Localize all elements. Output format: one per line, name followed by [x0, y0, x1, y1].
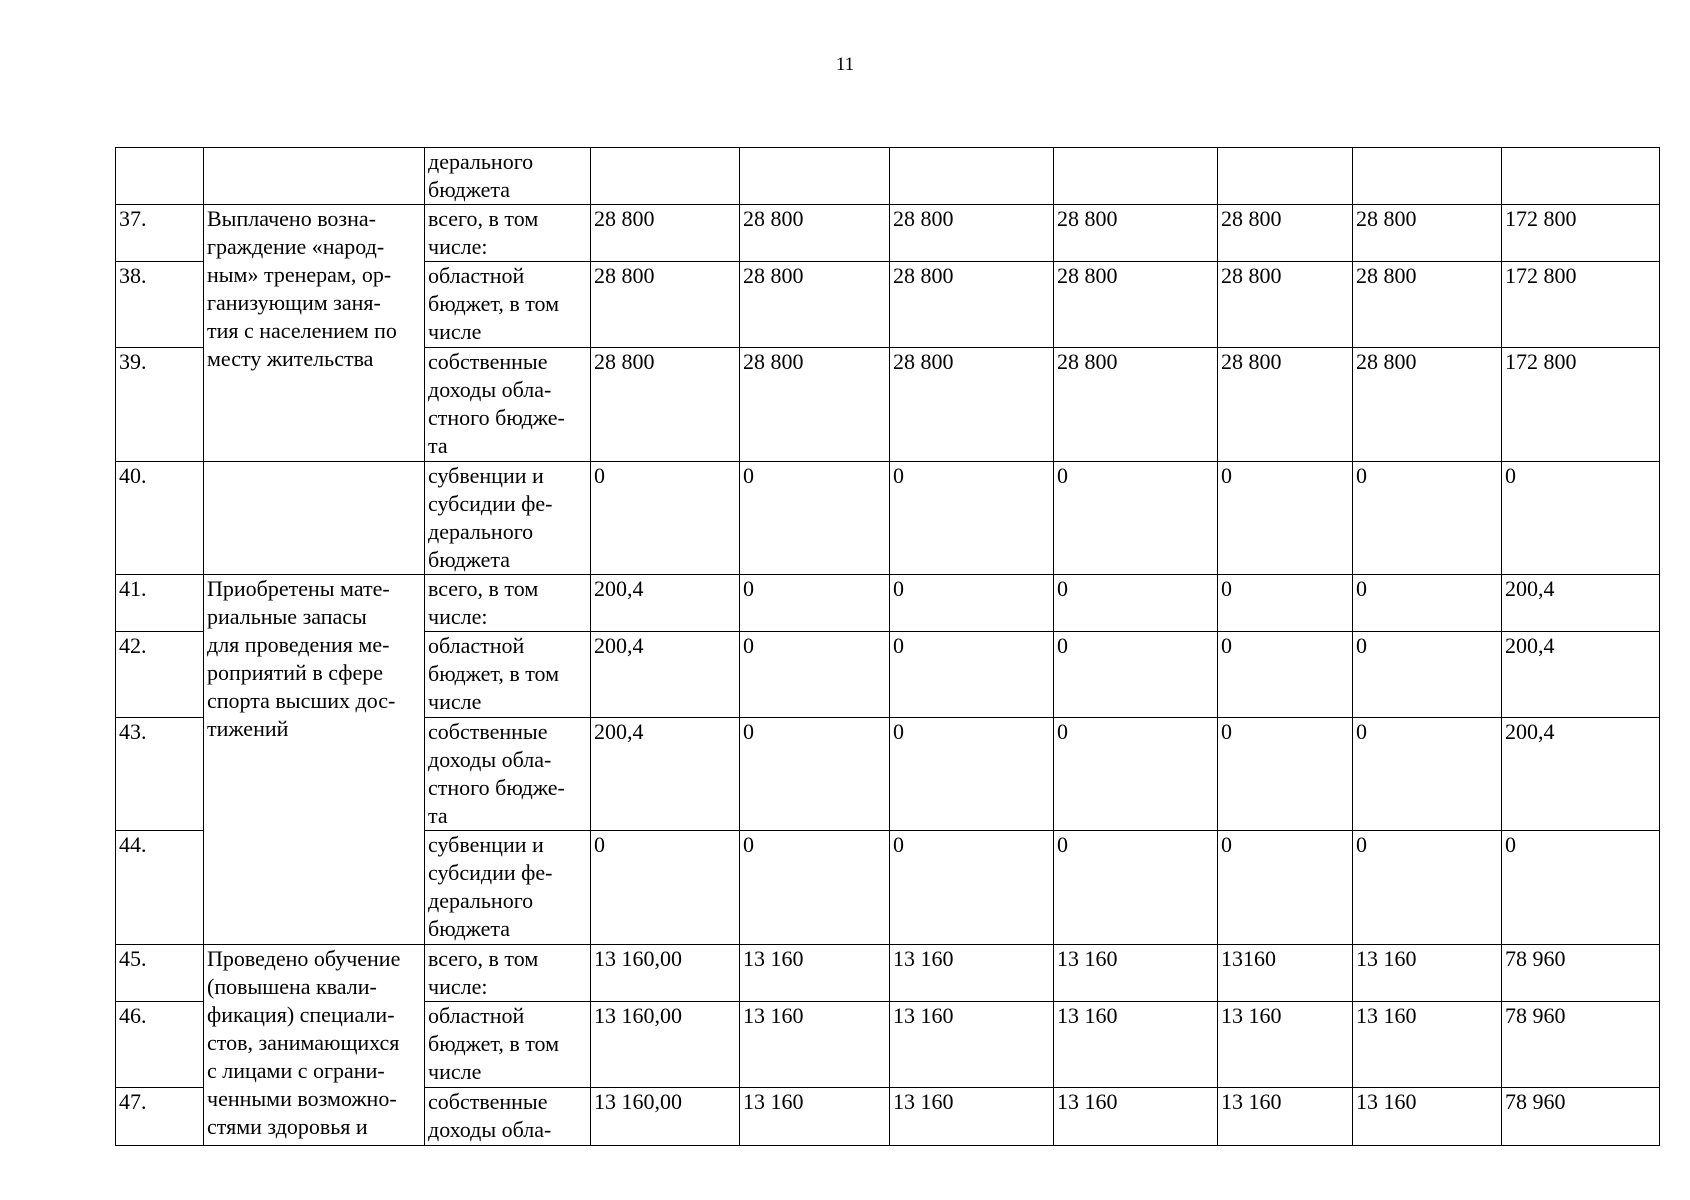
- value-cell: 0: [890, 575, 1054, 632]
- budget-table: [115, 147, 1660, 1146]
- value-cell: 0: [591, 831, 740, 945]
- value-cell: 28 800: [1353, 348, 1502, 462]
- value-cell: 28 800: [591, 205, 740, 262]
- value-cell: 0: [740, 831, 890, 945]
- table-row: [116, 462, 1660, 575]
- funding-source-cell: собственные доходы обла- стного бюдже- та: [425, 348, 591, 462]
- table-row: [116, 945, 1660, 1002]
- value-cell: 28 800: [740, 348, 890, 462]
- funding-source-cell: собственные доходы обла-: [425, 1088, 591, 1146]
- row-number-cell: 43.: [116, 718, 204, 831]
- value-cell: 28 800: [1218, 262, 1353, 348]
- funding-source-cell: субвенции и субсидии фе- дерального бюджета: [425, 831, 591, 945]
- row-number-cell: 39.: [116, 348, 204, 462]
- description-cell: [204, 462, 425, 575]
- funding-source-cell: всего, в том числе:: [425, 575, 591, 632]
- row-number-cell: 47.: [116, 1088, 204, 1146]
- funding-source-cell: всего, в том числе:: [425, 205, 591, 262]
- value-cell: 0: [1054, 632, 1218, 718]
- funding-source-cell: дерального бюджета: [425, 148, 591, 205]
- total-cell: 78 960: [1502, 945, 1660, 1002]
- total-cell: 0: [1502, 831, 1660, 945]
- value-cell: 28 800: [1218, 205, 1353, 262]
- value-cell: 13 160,00: [591, 1002, 740, 1088]
- value-cell: 28 800: [890, 262, 1054, 348]
- value-cell: 200,4: [591, 632, 740, 718]
- description-cell: [204, 148, 425, 205]
- value-cell: 28 800: [740, 262, 890, 348]
- value-cell: 13 160: [740, 945, 890, 1002]
- value-cell: 0: [1054, 718, 1218, 831]
- value-cell: 28 800: [1353, 262, 1502, 348]
- value-cell: 28 800: [1218, 348, 1353, 462]
- value-cell: 28 800: [890, 205, 1054, 262]
- value-cell: 0: [740, 575, 890, 632]
- funding-source-cell: областной бюджет, в том числе: [425, 632, 591, 718]
- value-cell: 13 160: [1218, 1088, 1353, 1146]
- total-cell: 172 800: [1502, 205, 1660, 262]
- value-cell: 13 160: [1054, 1002, 1218, 1088]
- value-cell: 0: [890, 718, 1054, 831]
- value-cell: 0: [740, 632, 890, 718]
- value-cell: 28 800: [1353, 205, 1502, 262]
- total-cell: 200,4: [1502, 632, 1660, 718]
- description-cell: Приобретены мате- риальные запасы для проведения ме- роприятий в сфере спорта высших дос- тижений: [204, 575, 425, 945]
- value-cell: 13 160: [890, 1002, 1054, 1088]
- row-number-cell: 45.: [116, 945, 204, 1002]
- funding-source-cell: областной бюджет, в том числе: [425, 1002, 591, 1088]
- value-cell: 28 800: [591, 348, 740, 462]
- page-number: 11: [835, 54, 855, 75]
- total-cell: 78 960: [1502, 1088, 1660, 1146]
- value-cell: 13 160: [1054, 945, 1218, 1002]
- value-cell: 0: [1054, 575, 1218, 632]
- value-cell: 13 160,00: [591, 1088, 740, 1146]
- value-cell: 13 160: [1353, 1088, 1502, 1146]
- value-cell: 0: [1353, 575, 1502, 632]
- value-cell: 0: [1218, 718, 1353, 831]
- table-row: [116, 575, 1660, 632]
- value-cell: 28 800: [1054, 205, 1218, 262]
- value-cell: 0: [740, 718, 890, 831]
- row-number-cell: 40.: [116, 462, 204, 575]
- table-row: [116, 205, 1660, 262]
- table-row: [116, 148, 1660, 205]
- value-cell: 0: [1218, 575, 1353, 632]
- funding-source-cell: всего, в том числе:: [425, 945, 591, 1002]
- value-cell: 13160: [1218, 945, 1353, 1002]
- value-cell: 13 160: [1218, 1002, 1353, 1088]
- row-number-cell: 41.: [116, 575, 204, 632]
- row-number-cell: 46.: [116, 1002, 204, 1088]
- value-cell: 0: [1353, 831, 1502, 945]
- value-cell: 28 800: [1054, 348, 1218, 462]
- value-cell: 28 800: [591, 262, 740, 348]
- value-cell: 13 160,00: [591, 945, 740, 1002]
- value-cell: 0: [1218, 831, 1353, 945]
- value-cell: 28 800: [890, 348, 1054, 462]
- value-cell: 13 160: [1353, 945, 1502, 1002]
- value-cell: 0: [890, 462, 1054, 575]
- value-cell: 28 800: [1054, 262, 1218, 348]
- description-cell: Проведено обучение (повышена квали- фикация) специали- стов, занимающихся с лицами с ограни- ченными возможно- стями здоровья и: [204, 945, 425, 1146]
- value-cell: 13 160: [740, 1088, 890, 1146]
- value-cell: 13 160: [1353, 1002, 1502, 1088]
- value-cell: 0: [740, 462, 890, 575]
- total-cell: 172 800: [1502, 348, 1660, 462]
- total-cell: 172 800: [1502, 262, 1660, 348]
- value-cell: 0: [1218, 632, 1353, 718]
- funding-source-cell: субвенции и субсидии фе- дерального бюджета: [425, 462, 591, 575]
- row-number-cell: 38.: [116, 262, 204, 348]
- value-cell: 0: [1353, 462, 1502, 575]
- row-number-cell: [116, 148, 204, 205]
- value-cell: 0: [1353, 632, 1502, 718]
- value-cell: 0: [591, 462, 740, 575]
- total-cell: 200,4: [1502, 718, 1660, 831]
- value-cell: 200,4: [591, 575, 740, 632]
- value-cell: 0: [890, 632, 1054, 718]
- funding-source-cell: областной бюджет, в том числе: [425, 262, 591, 348]
- value-cell: 13 160: [890, 1088, 1054, 1146]
- value-cell: 28 800: [740, 205, 890, 262]
- funding-source-cell: собственные доходы обла- стного бюдже- та: [425, 718, 591, 831]
- value-cell: 13 160: [740, 1002, 890, 1088]
- description-cell: Выплачено возна- граждение «народ- ным» тренерам, ор- ганизующим заня- тия с населением по месту жительства: [204, 205, 425, 462]
- value-cell: 13 160: [890, 945, 1054, 1002]
- total-cell: 78 960: [1502, 1002, 1660, 1088]
- total-cell: 0: [1502, 462, 1660, 575]
- row-number-cell: 44.: [116, 831, 204, 945]
- row-number-cell: 37.: [116, 205, 204, 262]
- total-cell: 200,4: [1502, 575, 1660, 632]
- value-cell: 0: [1353, 718, 1502, 831]
- value-cell: 0: [1218, 462, 1353, 575]
- value-cell: 0: [890, 831, 1054, 945]
- value-cell: 0: [1054, 462, 1218, 575]
- row-number-cell: 42.: [116, 632, 204, 718]
- value-cell: 0: [1054, 831, 1218, 945]
- value-cell: 200,4: [591, 718, 740, 831]
- value-cell: 13 160: [1054, 1088, 1218, 1146]
